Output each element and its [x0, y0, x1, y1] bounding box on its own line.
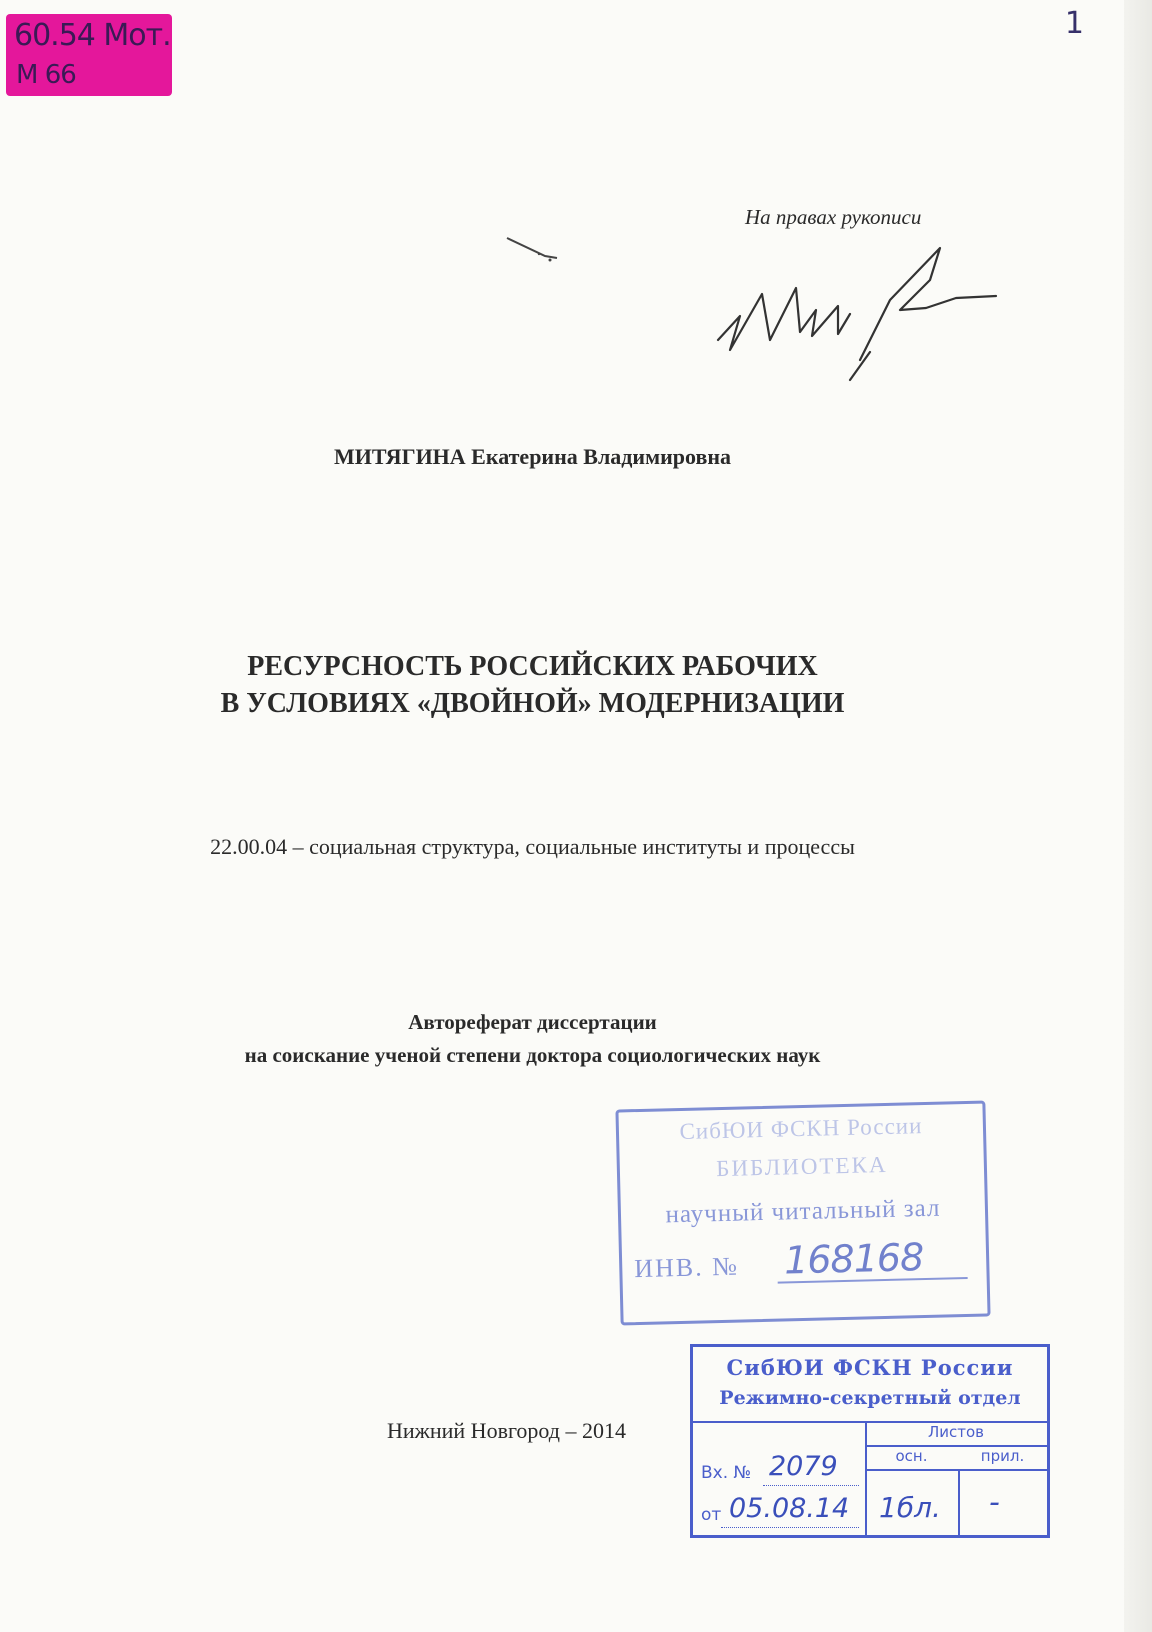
city-year: Нижний Новгород – 2014: [387, 1418, 626, 1443]
registry-main-label: осн.: [895, 1447, 928, 1465]
library-stamp-library: БИБЛИОТЕКА: [715, 1151, 888, 1182]
registry-main-sheets: 1бл.: [879, 1491, 941, 1524]
manuscript-rights: На правах рукописи: [745, 205, 922, 229]
library-stamp-inv-number: 168168: [783, 1235, 924, 1283]
document-type-line-2: на соискание ученой степени доктора социологических наук: [244, 1043, 821, 1067]
library-stamp-inv-label: ИНВ. №: [633, 1251, 740, 1284]
document-type: [0, 1006, 1065, 1072]
document-type-line-1: Автореферат диссертации: [408, 1010, 657, 1034]
library-stamp-hall: научный читальный зал: [665, 1194, 941, 1229]
registry-incoming-number: 2079: [769, 1451, 838, 1482]
registry-stamp: [690, 1344, 1050, 1538]
registry-date: 05.08.14: [729, 1493, 850, 1524]
library-stamp-org: СибЮИ ФСКН России: [679, 1113, 923, 1144]
signature-icon: [700, 240, 1000, 390]
registry-from-label: от: [701, 1505, 722, 1525]
registry-divider: [865, 1469, 1047, 1471]
catalog-label-line2: М 66: [16, 60, 76, 90]
registry-appendix-label: прил.: [980, 1447, 1025, 1465]
page-number: 1: [1064, 6, 1084, 41]
registry-divider: [958, 1469, 960, 1535]
title-line-2: В УСЛОВИЯХ «ДВОЙНОЙ» МОДЕРНИЗАЦИИ: [220, 688, 845, 719]
registry-fill-line: [763, 1485, 859, 1486]
title-line-1: РЕСУРСНОСТЬ РОССИЙСКИХ РАБОЧИХ: [247, 651, 818, 682]
registry-appendix-sheets: -: [989, 1485, 1000, 1520]
scan-edge: [1124, 0, 1152, 1632]
registry-incoming-label: Вх. №: [701, 1463, 752, 1483]
author-name: МИТЯГИНА Екатерина Владимировна: [333, 444, 732, 469]
registry-sheets-label: Листов: [927, 1423, 985, 1441]
registry-stamp-department: Режимно-секретный отдел: [719, 1387, 1021, 1409]
registry-stamp-org: СибЮИ ФСКН России: [726, 1355, 1014, 1380]
registry-fill-line: [721, 1527, 859, 1528]
dissertation-title: [0, 648, 1065, 722]
ink-mark-icon: [505, 232, 565, 272]
catalog-label-line1: 60.54 Мот.: [14, 18, 171, 53]
specialty-code: 22.00.04 – социальная структура, социальные институты и процессы: [210, 834, 855, 859]
library-stamp: [615, 1101, 990, 1326]
